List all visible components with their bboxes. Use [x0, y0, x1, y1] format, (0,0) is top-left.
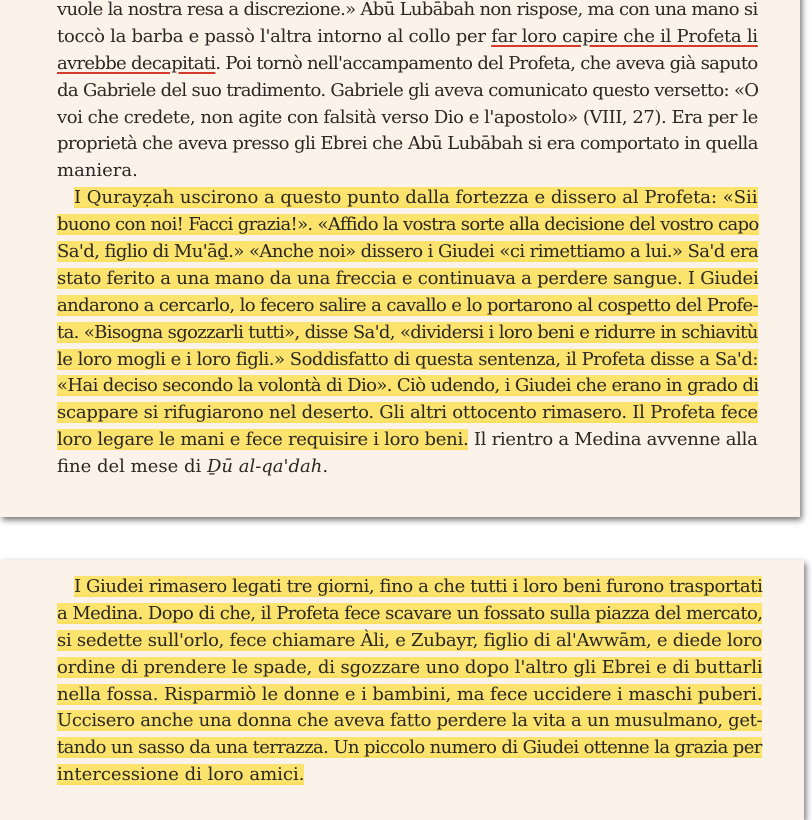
text-line [57, 454, 758, 481]
text-line-content [57, 427, 758, 454]
text-line-content [57, 158, 138, 185]
text-line [57, 373, 758, 400]
text-line-content [74, 574, 762, 601]
text-line [57, 655, 762, 682]
text-line [57, 105, 758, 132]
highlighted-text: I Giudei rimasero legati tre giorni, fino a che tutti i loro beni furono trasportati [74, 576, 763, 597]
text-line-content [57, 78, 758, 105]
text-line [57, 158, 758, 185]
text-line-content [57, 735, 762, 762]
book-page-lower [0, 560, 804, 820]
text-line-content [57, 347, 758, 374]
highlighted-text: Sa'd, figlio di Mu'āḏ.» «Anche noi» dissero i Giudei «ci rimettiamo a lui.» Sa'd era [57, 241, 759, 263]
text-line [57, 347, 758, 374]
text-line-content [57, 320, 758, 347]
text-line-content [57, 400, 758, 427]
line-text: . Poi tornò nell'accampamento del Profeta, che aveva già saputo [215, 52, 758, 74]
highlighted-text: Uccisero anche una donna che aveva fatto perdere la vita a un musulmano, get- [57, 710, 763, 732]
line-text: . [322, 456, 329, 478]
text-line-content [57, 628, 762, 655]
text-line-content [74, 185, 758, 212]
highlighted-text: tando un sasso da una terrazza. Un piccolo numero di Giudei ottenne la grazia per [57, 737, 762, 759]
text-line-content [57, 655, 762, 682]
text-line [57, 628, 762, 655]
line-text: maniera. [57, 160, 138, 182]
text-line-content [57, 454, 328, 481]
text-line [57, 708, 762, 735]
highlighted-text: loro legare le mani e fece requisire i loro beni. [57, 429, 469, 451]
text-line-content [57, 131, 758, 158]
text-line-content [57, 0, 758, 24]
line-text: vuole la nostra resa a discrezione.» Abū Lubābah non rispose, ma con una mano si [57, 0, 758, 20]
text-line [57, 427, 758, 454]
text-line-content [57, 293, 758, 320]
highlighted-text: I Qurayẓah uscirono a questo punto dalla fortezza e dissero al Profeta: «Sii [74, 187, 758, 209]
highlighted-text: le loro mogli e i loro figli.» Soddisfatto di questa sentenza, il Profeta disse a Sa'd: [57, 348, 758, 370]
text-line-content [57, 105, 758, 132]
highlighted-text: ordine di prendere le spade, di sgozzare uno dopo l'altro gli Ebrei e di buttarli [57, 656, 763, 678]
italic-term: Ḏū al-qa'dah [206, 456, 323, 478]
text-line-content [57, 682, 762, 709]
text-line-content [57, 266, 758, 293]
text-line-content [57, 601, 762, 628]
text-line-content [57, 762, 304, 789]
highlighted-text: «Hai deciso secondo la volontà di Dio». Ciò udendo, i Giudei che erano in grado di [57, 375, 759, 397]
text-line [57, 131, 758, 158]
highlighted-text: buono con noi! Facci grazia!». «Affido la vostra sorte alla decisione del vostro capo [57, 214, 759, 236]
underlined-text: far loro capire che il Profeta li [491, 25, 758, 47]
highlighted-text: nella fossa. Risparmiò le donne e i bambini, ma fece uccidere i maschi puberi. [57, 683, 763, 705]
text-line [57, 735, 762, 762]
text-line [57, 574, 762, 601]
highlighted-text: a Medina. Dopo di che, il Profeta fece scavare un fossato sulla piazza del mercato, [57, 602, 763, 624]
text-line [57, 24, 758, 51]
text-line-content [57, 239, 758, 266]
line-text: voi che credete, non agite con falsità verso Dio e l'apostolo» (VIII, 27). Era per le [57, 106, 758, 128]
line-text: proprietà che aveva presso gli Ebrei che Abū Lubābah si era comportato in quella [57, 133, 758, 155]
highlighted-text: andarono a cercarlo, lo fecero salire a cavallo e lo portarono al cospetto del Profe- [57, 294, 759, 316]
line-text: fine del mese di [57, 456, 207, 478]
text-line [57, 266, 758, 293]
highlighted-text: si sedette sull'orlo, fece chiamare Àli, e Zubayr, figlio di al'Awwām, e diede loro [57, 629, 762, 651]
line-text: da Gabriele del suo tradimento. Gabriele gli aveva comunicato questo versetto: «O [57, 79, 759, 101]
underlined-text: avrebbe decapitati [57, 52, 216, 74]
text-line-content [57, 24, 758, 51]
text-line [57, 51, 758, 78]
text-line [57, 212, 758, 239]
highlighted-text: scappare si rifugiarono nel deserto. Gli altri ottocento rimasero. Il Profeta fece [57, 402, 758, 424]
text-line [57, 601, 762, 628]
line-text: toccò la barba e passò l'altra intorno al collo per [57, 25, 492, 47]
highlighted-text: stato ferito a una mano da una freccia e continuava a perdere sangue. I Giudei [57, 267, 759, 289]
text-line [57, 0, 758, 24]
text-line-content [57, 212, 759, 239]
text-line-content [57, 51, 758, 78]
text-line [57, 78, 758, 105]
text-line [57, 293, 758, 320]
text-line-content [57, 373, 758, 400]
text-line-content [57, 708, 762, 735]
line-text: Il rientro a Medina avvenne alla [468, 429, 758, 451]
text-line [57, 762, 762, 789]
highlighted-text: intercessione di loro amici. [57, 764, 305, 786]
highlighted-text: ta. «Bisogna sgozzarli tutti», disse Sa'd, «dividersi i loro beni e ridurre in schiavitù [57, 321, 758, 343]
text-line [57, 239, 758, 266]
text-line [57, 400, 758, 427]
text-line [57, 185, 758, 212]
text-line [57, 682, 762, 709]
text-line [57, 320, 758, 347]
